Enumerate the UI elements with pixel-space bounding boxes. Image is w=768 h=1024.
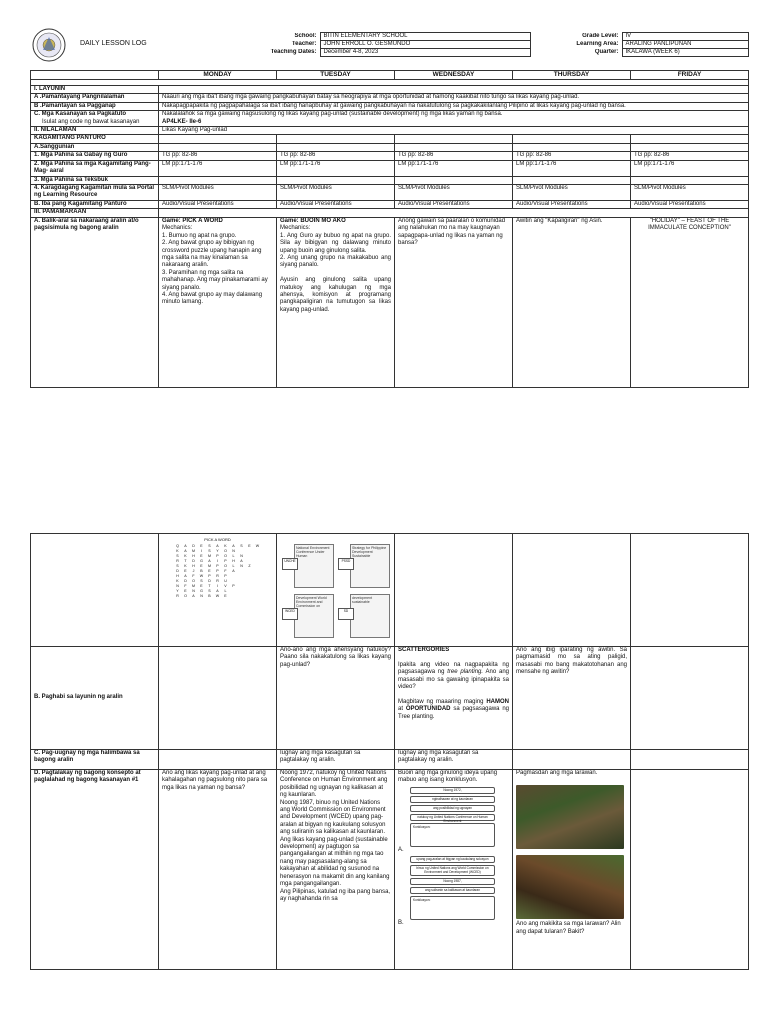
mon-step-3: 3. Paramihan ng mga salita na mahahanap. Ang may pinakamarami ay siyang panalo. [162,269,268,291]
slm-wed: SLM/Pivot Modules [395,185,513,201]
wed-hamon: HAMON [486,698,509,705]
wordsearch-letter: E [200,584,203,589]
iba-label: B. Iba pang Kagamitang Panturo [31,201,159,209]
flow-a-konklusyon: Konklusyon: [410,823,495,847]
wordsearch-letter: G [200,559,203,564]
wordsearch-letter [238,594,246,599]
wordsearch-letter: S [176,564,179,569]
logging-photo [516,855,624,919]
lesson-log-page-1 [30,28,748,388]
talakay-mon: Ano ang likas kayang pag-unlad at ang kahalagahan ng pagsulong nito para sa mga likas na yaman ng bansa? [159,770,277,970]
wordsearch-letter: D [192,544,195,549]
slm-tue: SLM/Pivot Modules [277,185,395,201]
wordsearch-letter: N [200,594,203,599]
av-tue: Audio/Visual Presentations [277,201,395,209]
lesson-log-page-2 [30,533,748,970]
wordsearch-letter: Q [176,544,179,549]
wed-p1a: Ipakita ang video na nagpapakita ng pagsasagawa ng [398,661,509,676]
flow-b-box-2: binuo ng United Nations ang World Commission on Environment and Development (WCED) [410,865,495,876]
wordsearch-letter: E [200,554,203,559]
wordsearch-title: PICK A WORD [204,537,231,542]
thu-talakay: Pagmasdan ang mga larawan. [516,770,598,776]
wordsearch-letter: D [208,579,211,584]
quarter-value: IKALAWA (WEEK 6) [622,49,748,57]
flow-b-box-4: ang suliranin sa kalikasan at kaunlaran [410,887,495,894]
balik-aral-fri: "HOLIDAY" – FEAST OF THE IMMACULATE CONCEPTION" [631,217,749,387]
wordsearch-letter: W [255,544,260,549]
wordsearch-letter: O [224,564,227,569]
header-table [190,32,749,57]
wordsearch-letter: V [224,584,227,589]
wordsearch-letter: T [208,584,211,589]
wordsearch-letter: R [216,579,219,584]
karagdagang-label: 4. Karagdagang Kagamitan mula sa Portal ng Learning Resource [31,185,159,201]
wordsearch-letter: F [192,574,195,579]
wordsearch-letter: B [200,569,203,574]
wordsearch-letter: F [224,569,227,574]
wordsearch-letter: E [184,589,187,594]
av-fri: Audio/Visual Presentations [631,201,749,209]
diagram-text-2: Strategy for Philippine Development Sustainable [350,544,390,588]
tree-planting-photo [516,785,624,849]
av-thu: Audio/Visual Presentations [513,201,631,209]
day-tuesday: TUESDAY [277,71,395,80]
wordsearch-letter: O [192,579,195,584]
flow-a-box-2: nginalhawan at ng kaunlaran [410,796,495,803]
wordsearch-letter: D [176,569,179,574]
wordsearch-letter: Y [216,549,219,554]
wordsearch-letter: H [192,554,195,559]
wordsearch-letter: K [184,554,187,559]
kagamitan-row [31,135,749,143]
nilalaman-row [31,127,749,135]
wordsearch-letter: T [184,559,187,564]
pag-uugnay-row [31,750,749,770]
wordsearch-letter: A [232,569,235,574]
talakay-tue [277,770,395,970]
wordsearch-letter: S [208,549,211,554]
lm-thu: LM pp:171-176 [513,160,631,176]
wordsearch-letter: A [184,544,187,549]
day-friday: FRIDAY [631,71,749,80]
lesson-table-page-2 [30,533,749,970]
wordsearch-letter [254,594,262,599]
tue-step-1: 1. Ang Guro ay bubuo ng apat na grupo. Sila ay bibigyan ng dalawang minuto upang buoin ang ginulong salita. [280,232,391,254]
flow-a-box-1: Noong 1972, [410,787,495,794]
wordsearch-letter: E [248,544,251,549]
tue-talakay-1: Noong 1972, natukoy ng United Nations Conference on Human Environment ang posibilidad ng ugnayan ng kalikasan at ng kaunlaran. [280,770,388,799]
day-monday: MONDAY [159,71,277,80]
lesson-table-page-1 [30,70,749,388]
wordsearch-letter: N [240,554,243,559]
wordsearch-letter: O [184,594,187,599]
wordsearch-letter: K [224,544,227,549]
karagdagang-row [31,185,749,201]
pamamaraan-row [31,209,749,217]
slm-mon: SLM/Pivot Modules [159,185,277,201]
diagram-box-3: WCED [282,608,298,620]
wordsearch-letter: I [217,559,218,564]
game-buoin-mo-ako-title: Game: BUOIN MO AKO [280,217,346,224]
sanggunian-label: A.Sanggunian [31,143,159,151]
wed-p2c: sa pagsasagawa ng Tree planting. [398,706,509,720]
kasanayan-sub: Isulat ang code ng bawat kasanayan [42,118,140,125]
wordsearch-letter: A [184,549,187,554]
flow-b-box-1: upang pag-aralan at bigyan ng kaukulang solusyon [410,856,495,863]
wordsearch-letter: F [184,584,187,589]
tue-step-2: 2. Ang unang grupo na makakabuo ang siyang panalo. [280,254,391,269]
balik-aral-label: A. Balik-aral sa nakaraang aralin at/o pagsisimula ng bagong aralin [31,217,159,387]
flow-a-label: A. [398,846,404,853]
lm-label: 2. Mga Pahina sa mga Kagamitang Pang- Mag- aaral [31,160,159,176]
wordsearch-letter: M [192,549,195,554]
diagram-box-4: SD [338,608,354,620]
grade-value: IV [622,33,748,41]
diagram-text-1: National Environment Conference Under Human [294,544,334,588]
iba-row [31,201,749,209]
wordsearch-letter: B [208,594,211,599]
wordsearch-letter: O [224,549,227,554]
wordsearch-letter [230,594,238,599]
wed-p2a: Magbitaw ng maaaring maging [398,698,487,705]
deped-seal-icon [32,28,66,62]
wordsearch-letter: E [208,569,211,574]
wordsearch-letter: E [184,569,187,574]
grade-label: Grade Level: [582,32,619,39]
wordsearch-letter: E [200,564,203,569]
school-value: BITIN ELEMENTARY SCHOOL [320,33,530,41]
paghabi-tue: Ano-ano ang mga ahensyang natukoy? Paano sila nakakatulong sa likas kayang pag-unlad? [277,647,395,750]
teksbuk-row [31,176,749,184]
balik-aral-thu: Awitin ang "Kapaligiran" ng Asin. [513,217,631,387]
wordsearch-letter: A [216,589,219,594]
wordsearch-letter: A [232,544,235,549]
tue-talakay-4: Ang Pilipinas, katulad ng iba pang bansa, ay naghahanda rin sa [280,888,391,902]
wordsearch-letter: R [176,559,179,564]
diagram-box-2: PSSD [338,558,354,570]
day-thursday: THURSDAY [513,71,631,80]
sanggunian-row [31,143,749,151]
kasanayan-row [31,111,749,127]
gabay-thu: TG pp: 82-86 [513,152,631,160]
dates-label: Teaching Dates: [270,48,317,55]
balik-aral-row [31,217,749,387]
mon-step-4: 4. Ang bawat grupo ay may dalawang minuto lamang. [162,291,263,306]
flow-b [398,856,509,927]
diagram-text-4: development sustainable [350,594,390,638]
day-wednesday: WEDNESDAY [395,71,513,80]
wordsearch-letter: M [192,584,195,589]
wordsearch-letter: N [240,564,243,569]
tue-talakay-3: Ang likas kayang pag-unlad (sustainable development) ay pagtugon sa pangangailangan at mithiin ng mga tao nang may pagsasalang-alang sa kakayahan at abilidad ng susunod na henerasyon na makamit din ang kanilang mga pangangailangan. [280,836,390,888]
wordsearch-letter: K [184,564,187,569]
wordsearch-letter: S [240,544,243,549]
pamamaraan-heading: III. PAMAMARAAN [31,209,159,217]
wed-p1-italic: tree planting. [447,669,484,676]
wordsearch-letter: P [216,554,219,559]
wordsearch-letter: J [192,569,195,574]
kasanayan-text: Nakalalahok sa mga gawaing nagsusulong ng likas kayang pag-unlad (sustainable development) ng mga likas yaman ng bansa. [162,111,503,118]
wordsearch-letter: P [208,574,211,579]
wordsearch-letter: N [176,584,179,589]
lm-fri: LM pp:171-176 [631,160,749,176]
mon-step-1: 1. Bumuo ng apat na grupo. [162,232,237,239]
tue-step-3: Ayusin ang ginulong salita upang matukoy ang kahulugan ng mga ahensya, komisyon at programang pangkapaligiran na tumutugon sa likas kayang pag-unlad. [280,277,391,313]
wordsearch-letter: A [240,559,243,564]
pamantayan-pagganap-row [31,102,749,110]
pamantayang-pangnilalaman-label: A .Pamantayang Pangnilalaman [31,94,159,102]
slm-thu: SLM/Pivot Modules [513,185,631,201]
teacher-label: Teacher: [291,40,317,47]
scattergories-title: SCATTERGORIES [398,647,450,653]
wordsearch-letter: R [216,574,219,579]
nilalaman-label: II. NILALAMAN [31,127,159,135]
days-header-row [31,71,749,80]
gabay-label: 1. Mga Pahina sa Gabay ng Guro [31,152,159,160]
pagtalakay-row [31,770,749,970]
diagram-text-3: Development World Environment and Commission on [294,594,334,638]
kagamitan-heading: KAGAMITANG PANTURO [31,135,159,143]
wordsearch-letter: K [176,579,179,584]
wordsearch-letter: S [200,579,203,584]
balik-aral-tue [277,217,395,387]
talakay-wed [395,770,513,970]
wordsearch-letter: P [224,574,227,579]
pag-uugnay-label: C. Pag-uugnay ng mga halimbawa sa bagong aralin [31,750,159,770]
flow-b-label: B. [398,920,404,927]
wordsearch-cell [159,534,277,647]
area-label: Learning Area: [576,40,619,47]
wordsearch-letter: K [176,549,179,554]
pamantayang-pangnilalaman-text: Naauri ang mga iba't ibang mga gawaing pangkabuhayan batay sa heograpiya at mga oportunidad at hamong kaakibat nito tungo sa likas kayang pag-unlad. [159,94,749,102]
kasanayan-label: C. Mga Kasanayan sa Pagkatuto [34,111,127,118]
wordsearch-letter [246,594,254,599]
talakay-thu [513,770,631,970]
mechanics-label: Mechanics: [162,225,193,232]
diagram-cell [277,534,395,647]
wordsearch-letter: L [232,554,235,559]
wed-oportunidad: OPORTUNIDAD [405,706,451,713]
lm-tue: LM pp:171-176 [277,160,395,176]
gabay-fri: TG pp: 82-86 [631,152,749,160]
av-mon: Audio/Visual Presentations [159,201,277,209]
lm-row [31,160,749,176]
wordsearch-letter: P [216,564,219,569]
teacher-value: JOHN ERROLL O. GESMUNDO [320,41,530,49]
wordsearch-letter: I [201,549,202,554]
dates-value: December 4-8, 2023 [320,49,530,57]
pagtalakay-label: D. Pagtalakay ng bagong konsepto at paglalahad ng bagong kasanayan #1 [31,770,159,970]
flow-b-konklusyon: Konklusyon: [410,896,495,920]
wordsearch-letter: H [192,564,195,569]
wordsearch-letter: P [216,569,219,574]
paghabi-row [31,647,749,750]
wordsearch-letter: L [224,589,227,594]
wordsearch-letter: M [208,564,211,569]
nilalaman-text: Likas Kayang Pag-unlad [159,127,749,135]
wed-p2b: at [398,706,406,713]
wordsearch-letter: D [192,559,195,564]
layunin-heading: I. LAYUNIN [31,86,159,94]
school-label: School: [294,32,317,39]
wordsearch-letter: W [215,594,220,599]
area-value: ARALING PANLIPUNAN [622,41,748,49]
wordsearch-letter: H [176,574,179,579]
agency-diagram [280,536,392,646]
gabay-row [31,152,749,160]
wordsearch-grid [174,544,262,599]
balik-aral-wed: Anong gawain sa paaralan o komunidad ang nalahukan mo na may kaugnayan sapagpapa-unlad ng likas na yaman ng bansa? [395,217,513,387]
wordsearch-letter: E [224,594,227,599]
flow-a-box-3: ang posibilidad ng ugnayan [410,805,495,812]
wordsearch-letter: S [176,554,179,559]
wordsearch-letter: W [199,574,204,579]
quarter-label: Quarter: [594,48,619,55]
paghabi-label: B. Paghabi sa layunin ng aralin [31,647,159,750]
balik-aral-mon [159,217,277,387]
wordsearch-letter: P [224,559,227,564]
wordsearch-letter: H [232,559,235,564]
wordsearch-letter: R [176,594,179,599]
slm-fri: SLM/Pivot Modules [631,185,749,201]
flow-a [398,787,509,854]
wordsearch-letter: N [192,589,195,594]
uugnay-wed: Iugnay ang mga kasagutan sa pagtalakay ng aralin. [395,750,513,770]
wordsearch-letter: U [224,579,227,584]
thu-question: Ano ang makikita sa mga larawan? Alin ang dapat tularan? Bakit? [516,921,621,935]
wordsearch-letter: Y [176,589,179,594]
layunin-row [31,86,749,94]
header [30,28,748,64]
gabay-tue: TG pp: 82-86 [277,152,395,160]
uugnay-tue: Iugnay ang mga kasagutan sa pagtalakay ng aralin. [277,750,395,770]
mechanics-label: Mechanics: [280,225,311,232]
mon-step-2: 2. Ang bawat grupo ay bibigyan ng crossword puzzle upang hanapin ang mga salita na may kinalaman sa nakaraang aralin. [162,240,262,269]
wed-talakay: Buoin ang mga ginulong ideya upang mabuo ang isang konklusyon. [398,770,498,784]
wordsearch-letter: A [184,574,187,579]
lm-wed: LM pp:171-176 [395,160,513,176]
game-pick-a-word-title: Game: PICK A WORD [162,217,223,224]
wordsearch-letter: Z [248,564,251,569]
wed-p1b: Ano ang masasabi mo sa gawaing ipinapakita sa video? [398,669,509,691]
wordsearch-letter: E [200,544,203,549]
av-wed: Audio/Visual Presentations [395,201,513,209]
wordsearch-letter: A [192,594,195,599]
wordsearch-letter: D [184,579,187,584]
wordsearch-letter: S [208,544,211,549]
wordsearch-letter: P [232,584,235,589]
wordsearch-letter: S [208,589,211,594]
lm-mon: LM pp:171-176 [159,160,277,176]
flow-b-box-3: Noong 1987, [410,878,495,885]
gabay-wed: TG pp: 82-86 [395,152,513,160]
wordsearch-letter: G [200,589,203,594]
diagram-box-1: UNCHE [282,558,298,570]
gabay-mon: TG pp: 82-86 [159,152,277,160]
wordsearch-letter: M [208,554,211,559]
wordsearch-letter: A [216,544,219,549]
kasanayan-code: AP4LKE- IIe-6 [162,118,202,125]
pamantayan-pagganap-text: Nakapagpapakita ng pagpapahalaga sa iba't ibang hanapbuhay at gawaing pangkabuhayan na nakatutulong sa pagkakakilanlang Pilipino at likas kayang pag-unlad ng bansa. [159,102,749,110]
paghabi-wed [395,647,513,750]
wordsearch-letter: L [232,564,235,569]
wordsearch-letter: O [224,554,227,559]
wordsearch-letter: A [208,559,211,564]
flow-a-box-4: natukoy ng United Nations Conference on Human Environment [410,814,495,821]
tue-talakay-2: Noong 1987, binuo ng United Nations ang World Commission on Environment and Development (WCED) upang pag-aralan at bigyan ng kaukulang solusyon ang suliranin sa kalikasan at kaunlaran. [280,799,386,836]
pamantayan-pagganap-label: B .Pamantayan sa Pagganap [31,102,159,110]
document-title: DAILY LESSON LOG [80,40,147,47]
paghabi-thu: Ano ang ibig iparating ng awitin. Sa pagmamasid mo sa ating paligid, masasabi mo bang makatotohanan ang mensahe ng awitin? [513,647,631,750]
wordsearch-letter: N [232,549,235,554]
pamantayang-pangnilalaman-row [31,94,749,102]
wordsearch-letter: I [217,584,218,589]
visuals-row [31,534,749,647]
teksbuk-label: 3. Mga Pahina sa Teksbuk [31,176,159,184]
